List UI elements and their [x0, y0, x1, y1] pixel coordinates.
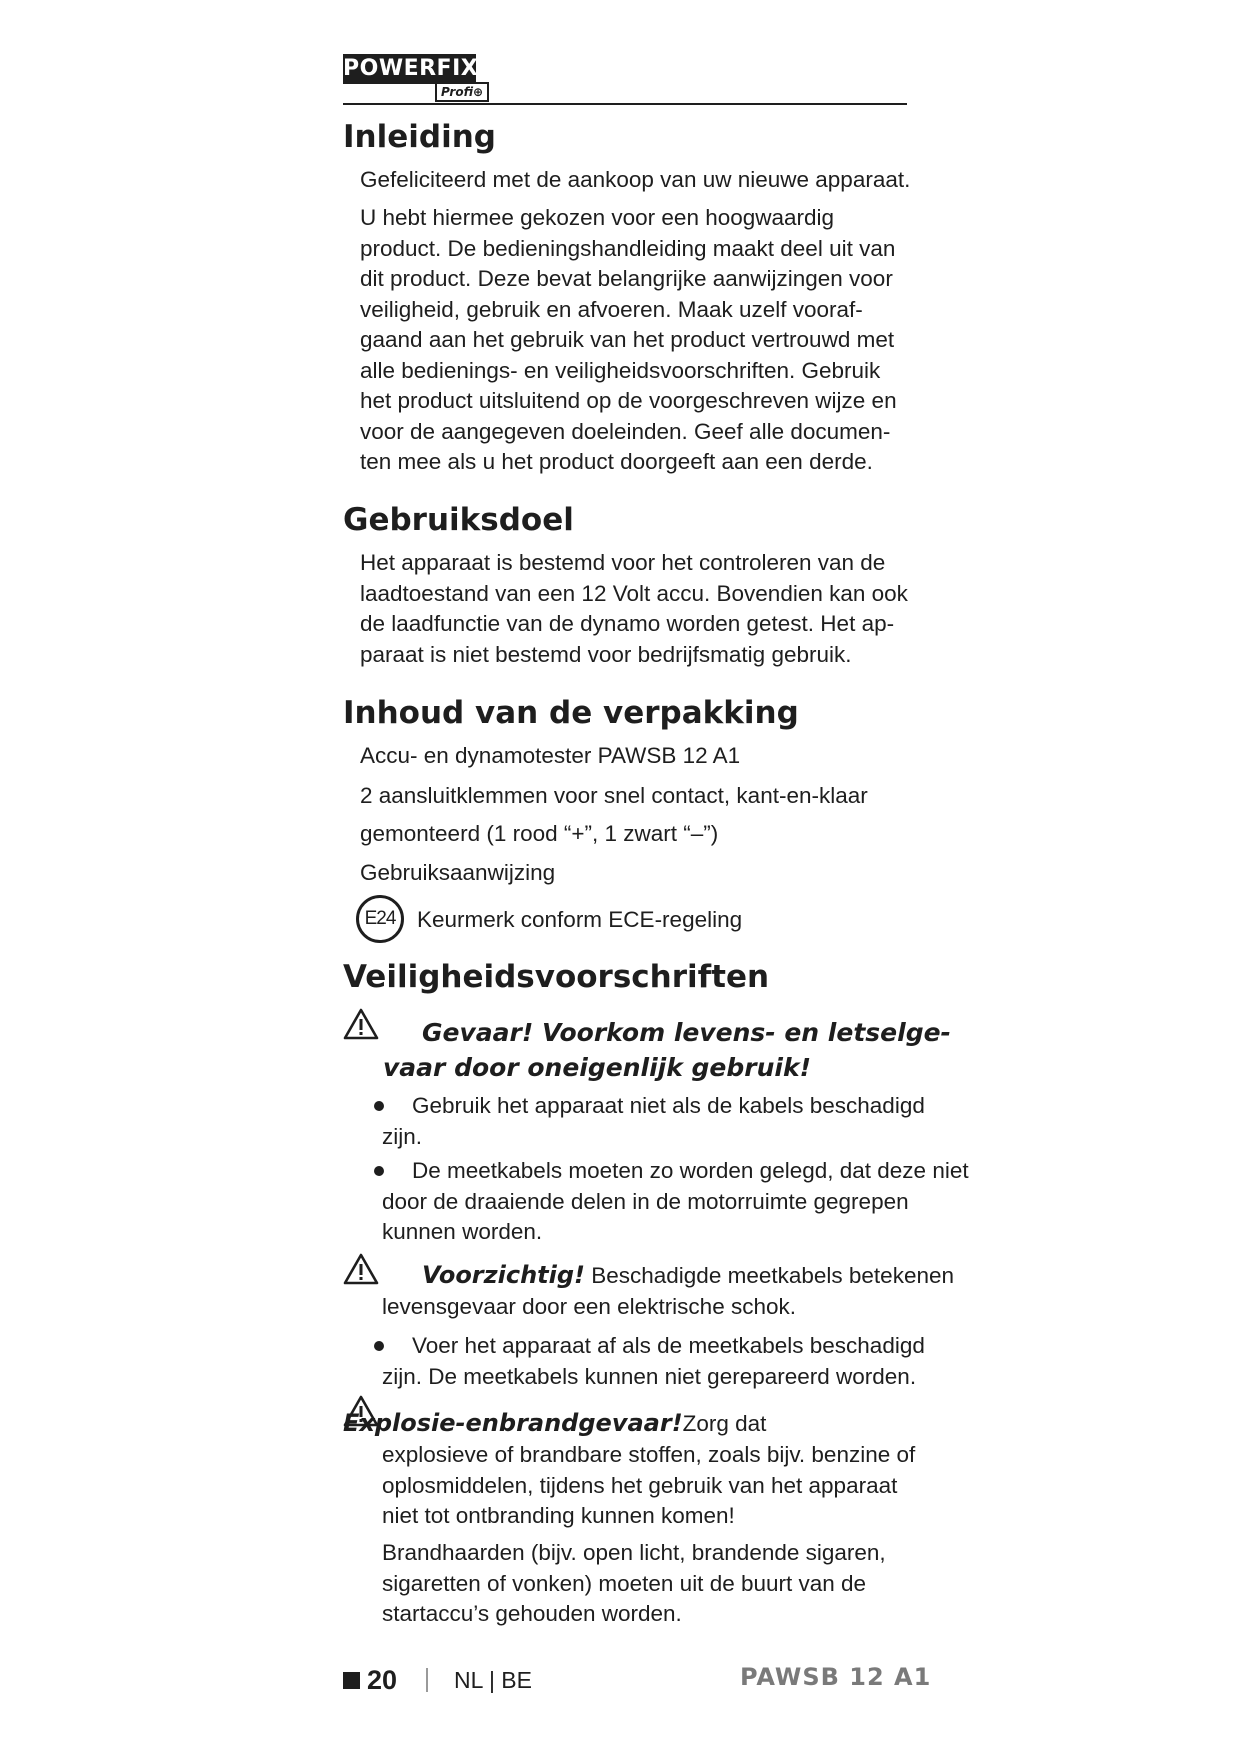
text-line: explosieve of brandbare stoffen, zoals bijv. benzine of: [382, 1442, 916, 1467]
text-line: niet tot ontbranding kunnen komen!: [382, 1503, 735, 1528]
footer-square-marker: [343, 1672, 360, 1689]
text-line: door de draaiende delen in de motorruimte gegrepen: [382, 1188, 909, 1214]
warning1-bullet-1: [382, 1091, 925, 1152]
text-line: zijn.: [382, 1123, 423, 1149]
warning-danger-title-line2: vaar door oneigenlijk gebruik!: [383, 1053, 812, 1082]
text-line: De meetkabels moeten zo worden gelegd, dat deze niet: [412, 1158, 969, 1183]
text-line: product. De bedieningshandleiding maakt deel uit van: [360, 235, 896, 261]
text-line: dit product. Deze bevat belangrijke aanwijzingen voor: [360, 266, 893, 291]
text-line: oplosmiddelen, tijdens het gebruik van het apparaat: [382, 1472, 898, 1498]
logo-brand: POWERFIX: [343, 54, 476, 84]
text-line: zijn. De meetkabels kunnen niet gerepareerd worden.: [382, 1363, 917, 1389]
text-line: U hebt hiermee gekozen voor een hoogwaardig: [360, 205, 835, 230]
warning2-line1: [422, 1260, 954, 1292]
text-line: Het apparaat is bestemd voor het controleren van de: [360, 550, 886, 575]
text-line: gemonteerd (1 rood “+”, 1 zwart “–”): [360, 820, 719, 846]
footer-divider: [426, 1668, 428, 1692]
text-line: Voer het apparaat af als de meetkabels beschadigd: [412, 1333, 925, 1358]
text-line: voor de aangegeven doeleinden. Geef alle documen-: [360, 418, 891, 444]
heading-gebruiksdoel: Gebruiksdoel: [343, 502, 574, 538]
warning2-line2: levensgevaar door een elektrische schok.: [382, 1294, 796, 1319]
logo-sub-brand: Profi⊕: [435, 82, 489, 102]
text-line: alle bedienings- en veiligheidsvoorschriften. Gebruik: [360, 357, 881, 383]
warning3-line1: [343, 1408, 766, 1440]
powerfix-logo: [343, 54, 499, 100]
heading-veiligheid: Veiligheidsvoorschriften: [343, 959, 770, 995]
warning-explosion-text: Zorg dat: [682, 1411, 767, 1436]
e24-mark-badge: E24: [356, 895, 404, 943]
heading-inleiding: Inleiding: [343, 119, 496, 155]
warning-danger-title-line1: Gevaar! Voorkom levens- en letselge-: [422, 1018, 951, 1047]
warning-explosion-lead: Explosie-enbrandgevaar!: [343, 1409, 683, 1437]
warning2-bullet-1: [382, 1331, 925, 1392]
contents-mark-text: Keurmerk conform ECE-regeling: [417, 907, 743, 932]
text-line: kunnen worden.: [382, 1219, 543, 1244]
page-number: 20: [367, 1665, 398, 1695]
intro-paragraph-2: [360, 203, 897, 478]
header-divider: [343, 103, 907, 105]
text-line: 2 aansluitklemmen voor snel contact, kant-en-klaar: [360, 783, 868, 808]
heading-inhoud: Inhoud van de verpakking: [343, 695, 799, 731]
text-line: Gebruik het apparaat niet als de kabels beschadigd: [412, 1093, 925, 1118]
contents-item-tester: Accu- en dynamotester PAWSB 12 A1: [360, 743, 741, 768]
text-line: gaand aan het gebruik van het product vertrouwd met: [360, 327, 895, 352]
text-line: laadtoestand van een 12 Volt accu. Bovendien kan ook: [360, 580, 908, 606]
text-line: veiligheid, gebruik en afvoeren. Maak uzelf vooraf-: [360, 296, 863, 322]
text-line: ten mee als u het product doorgeeft aan een derde.: [360, 449, 873, 474]
purpose-paragraph: [360, 548, 908, 670]
footer-model: PAWSB 12 A1: [740, 1663, 932, 1691]
warning3-paragraph-2: [382, 1538, 886, 1630]
text-line: de laadfunctie van de dynamo worden getest. Het ap-: [360, 611, 895, 636]
contents-item-manual: Gebruiksaanwijzing: [360, 860, 556, 885]
footer-language: NL | BE: [454, 1667, 532, 1693]
intro-paragraph-1: Gefeliciteerd met de aankoop van uw nieuwe apparaat.: [360, 167, 911, 192]
text-line: startaccu’s gehouden worden.: [382, 1601, 682, 1626]
contents-item-clamps: [360, 781, 868, 849]
warning3-paragraph: [382, 1440, 915, 1532]
text-line: sigaretten of vonken) moeten uit de buurt van de: [382, 1570, 867, 1596]
warning-caution-text: Beschadigde meetkabels betekenen: [584, 1263, 954, 1288]
warning1-bullet-2: [382, 1156, 969, 1248]
text-line: Brandhaarden (bijv. open licht, brandende sigaren,: [382, 1540, 886, 1565]
warning-caution-lead: Voorzichtig!: [422, 1261, 585, 1289]
text-line: het product uitsluitend op de voorgeschreven wijze en: [360, 388, 897, 413]
warning-triangle-icon: [343, 1008, 379, 1040]
text-line: paraat is niet bestemd voor bedrijfsmatig gebruik.: [360, 641, 852, 667]
warning-triangle-icon: [343, 1253, 379, 1285]
